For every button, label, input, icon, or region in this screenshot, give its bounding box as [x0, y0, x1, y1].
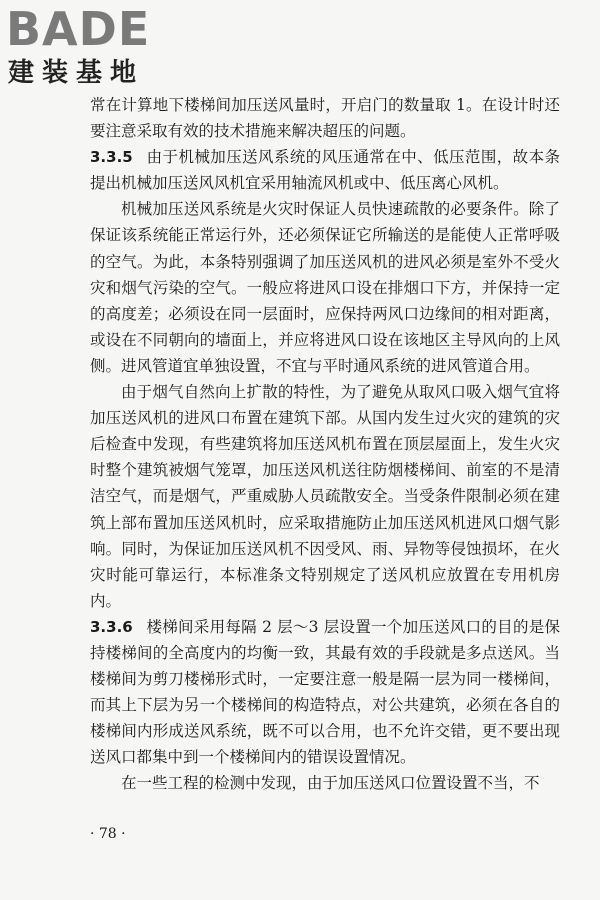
- paragraph: [90, 196, 560, 379]
- logo-wordmark: BADE: [6, 2, 151, 56]
- paragraph-text: 楼梯间采用每隔 2 层～3 层设置一个加压送风口的目的是保持楼梯间的全高度内的均衡一致，其最有效的手段就是多点送风。当楼梯间为剪刀楼梯形式时，一定要注意一般是隔一层为同一楼梯间，而其上下层为另一个楼梯间的构造特点，对公共建筑，必须在各自的楼梯间内形成送风系统，既不可以合用，也不允许交错，更不要出现送风口都集中到一个楼梯间内的错误设置情况。: [90, 617, 560, 767]
- paragraph-text: 由于机械加压送风系统的风压通常在中、低压范围，故本条提出机械加压送风风机宜采用轴流风机或中、低压离心风机。: [90, 148, 560, 193]
- page-number: · 78 ·: [90, 826, 126, 842]
- page-body: [90, 92, 560, 797]
- paragraph-text: 机械加压送风系统是火灾时保证人员快速疏散的必要条件。除了保证该系统能正常运行外，还必须保证它所输送的是能使人正常呼吸的空气。为此，本条特别强调了加压送风机的进风必须是室外不受火灾和烟气污染的空气。一般应将进风口设在排烟口下方，并保持一定的高度差；必须设在同一层面时，应保持两风口边缘间的相对距离，或设在不同朝向的墙面上，并应将进风口设在该地区主导风向的上风侧。进风管道宜单独设置，不宜与平时通风系统的进风管道合用。: [90, 200, 560, 375]
- paragraph-text: 常在计算地下楼梯间加压送风量时，开启门的数量取 1。在设计时还要注意采取有效的技术措施来解决超压的问题。: [90, 96, 560, 141]
- logo-subtitle: 建装基地: [8, 58, 145, 88]
- paragraph-text: 在一些工程的检测中发现，由于加压送风口位置设置不当，不: [121, 774, 540, 793]
- section-paragraph: [90, 144, 560, 196]
- section-number: 3.3.6: [90, 617, 133, 636]
- logo: [6, 4, 196, 92]
- paragraph-continuation: [90, 92, 560, 144]
- paragraph: [90, 379, 560, 614]
- paragraph: [90, 770, 560, 796]
- section-number: 3.3.5: [90, 148, 133, 167]
- paragraph-text: 由于烟气自然向上扩散的特性，为了避免从取风口吸入烟气宜将加压送风机的进风口布置在建筑下部。从国内发生过火灾的建筑的灾后检查中发现，有些建筑将加压送风机布置在顶层屋面上，发生火灾时整个建筑被烟气笼罩，加压送风机送往防烟楼梯间、前室的不是清洁空气，而是烟气，严重威胁人员疏散安全。当受条件限制必须在建筑上部布置加压送风机时，应采取措施防止加压送风机进风口烟气影响。同时，为保证加压送风机不因受风、雨、异物等侵蚀损坏，在火灾时能可靠运行，本标准条文特别规定了送风机应放置在专用机房内。: [90, 383, 560, 610]
- section-paragraph: [90, 614, 560, 771]
